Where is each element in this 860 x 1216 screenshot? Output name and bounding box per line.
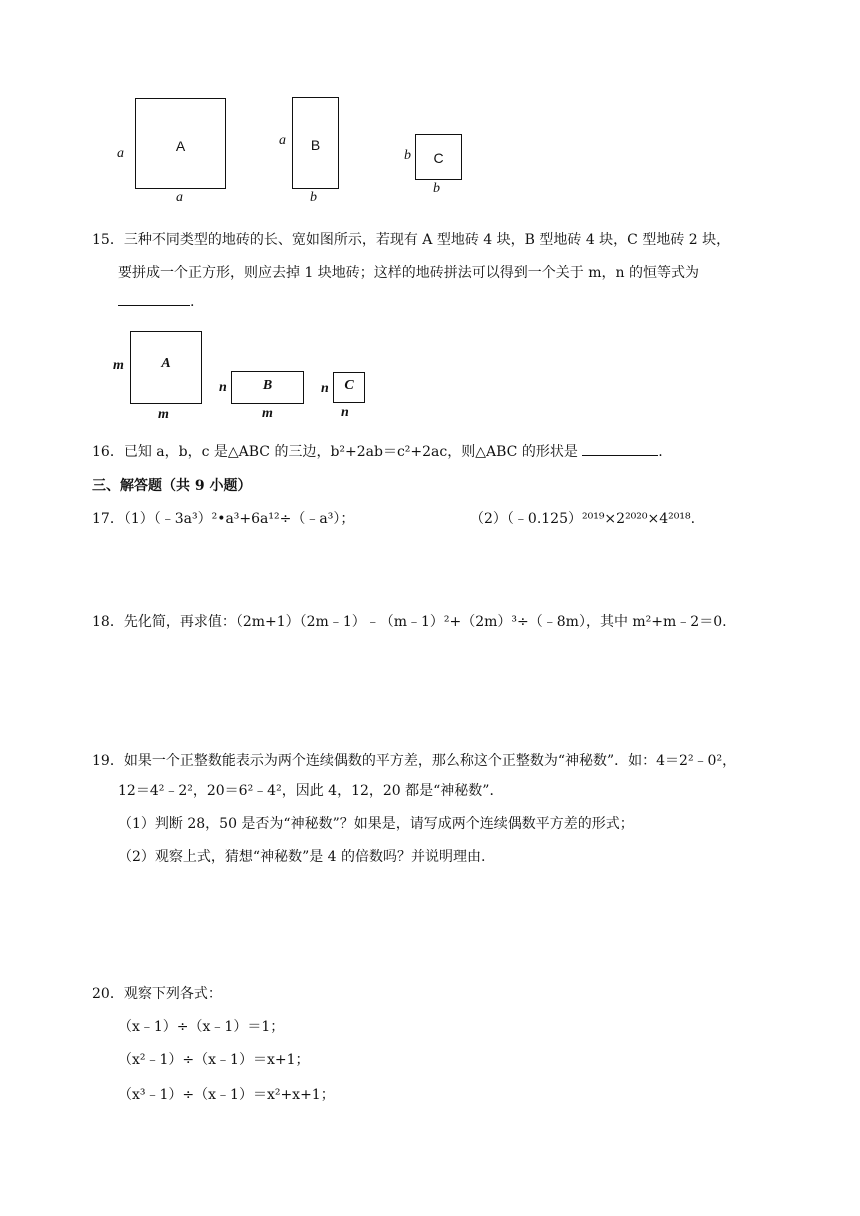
q15-answer-blank[interactable] [118, 293, 190, 306]
tile2-a-bottom-label: m [158, 407, 169, 422]
q16-answer-blank[interactable] [582, 443, 658, 456]
question-16: 16．已知 a，b，c 是△ABC 的三边，b²+2ab＝c²+2ac，则△ABC 的形状是 . [92, 444, 663, 460]
q19-line-1: 19．如果一个正整数能表示为两个连续偶数的平方差，那么称这个正整数为“神秘数”．如：4＝2²﹣0²， [92, 753, 737, 769]
q19-subquestion-2: （2）观察上式，猜想“神秘数”是 4 的倍数吗？并说明理由. [118, 849, 486, 865]
tile-b-name: B [310, 137, 321, 153]
tile2-c-bottom-label: n [341, 405, 349, 420]
q20-equation-3: （x³﹣1）÷（x﹣1）＝x²+x+1； [118, 1087, 335, 1103]
q19-subquestion-1: （1）判断 28，50 是否为“神秘数”？如果是，请写成两个连续偶数平方差的形式； [118, 816, 634, 832]
tile-a-bottom-label: a [176, 190, 183, 205]
q15-answer-line: . [118, 293, 194, 310]
tile2-b-bottom-label: m [262, 406, 273, 421]
tile-c-side-label: b [404, 148, 411, 163]
tile-a-side-label: a [117, 146, 124, 161]
tile-b-bottom-label: b [310, 190, 317, 205]
tile2-c-side-label: n [321, 381, 329, 396]
q17-part-2: （2）（﹣0.125）²⁰¹⁹×2²⁰²⁰×4²⁰¹⁸. [470, 511, 696, 527]
q19-line-2: 12＝4²﹣2²，20＝6²﹣4²，因此 4，12，20 都是“神秘数”． [118, 783, 504, 799]
section-3-title: 三、解答题（共 9 小题） [92, 478, 252, 494]
tile2-b-side-label: n [219, 380, 227, 395]
tile2-c-name: C [344, 378, 354, 393]
tile2-b-name: B [262, 378, 273, 393]
tile-c-name: C [433, 150, 444, 166]
question-18: 18．先化简，再求值：（2m+1）（2m﹣1）﹣（m﹣1）²+（2m）³÷（﹣8m），其中 m²+m﹣2＝0. [92, 614, 727, 630]
tile-b-side-label: a [279, 133, 286, 148]
tile2-a-name: A [161, 356, 171, 371]
q15-line-1: 15．三种不同类型的地砖的长、宽如图所示，若现有 A 型地砖 4 块，B 型地砖 4 块，C 型地砖 2 块， [92, 232, 731, 248]
q17-part-1: 17．（1）（﹣3a³）²•a³+6a¹²÷（﹣a³）； [92, 511, 355, 527]
q20-equation-2: （x²﹣1）÷（x﹣1）＝x+1； [118, 1052, 310, 1068]
tile-a-name: A [175, 138, 186, 154]
q20-equation-1: （x﹣1）÷（x﹣1）＝1； [118, 1019, 285, 1035]
tile-c-bottom-label: b [433, 181, 440, 196]
q15-line-2: 要拼成一个正方形，则应去掉 1 块地砖；这样的地砖拼法可以得到一个关于 m，n 的恒等式为 [118, 265, 699, 281]
q20-intro: 20．观察下列各式： [92, 986, 222, 1002]
tile2-a-side-label: m [113, 358, 124, 373]
